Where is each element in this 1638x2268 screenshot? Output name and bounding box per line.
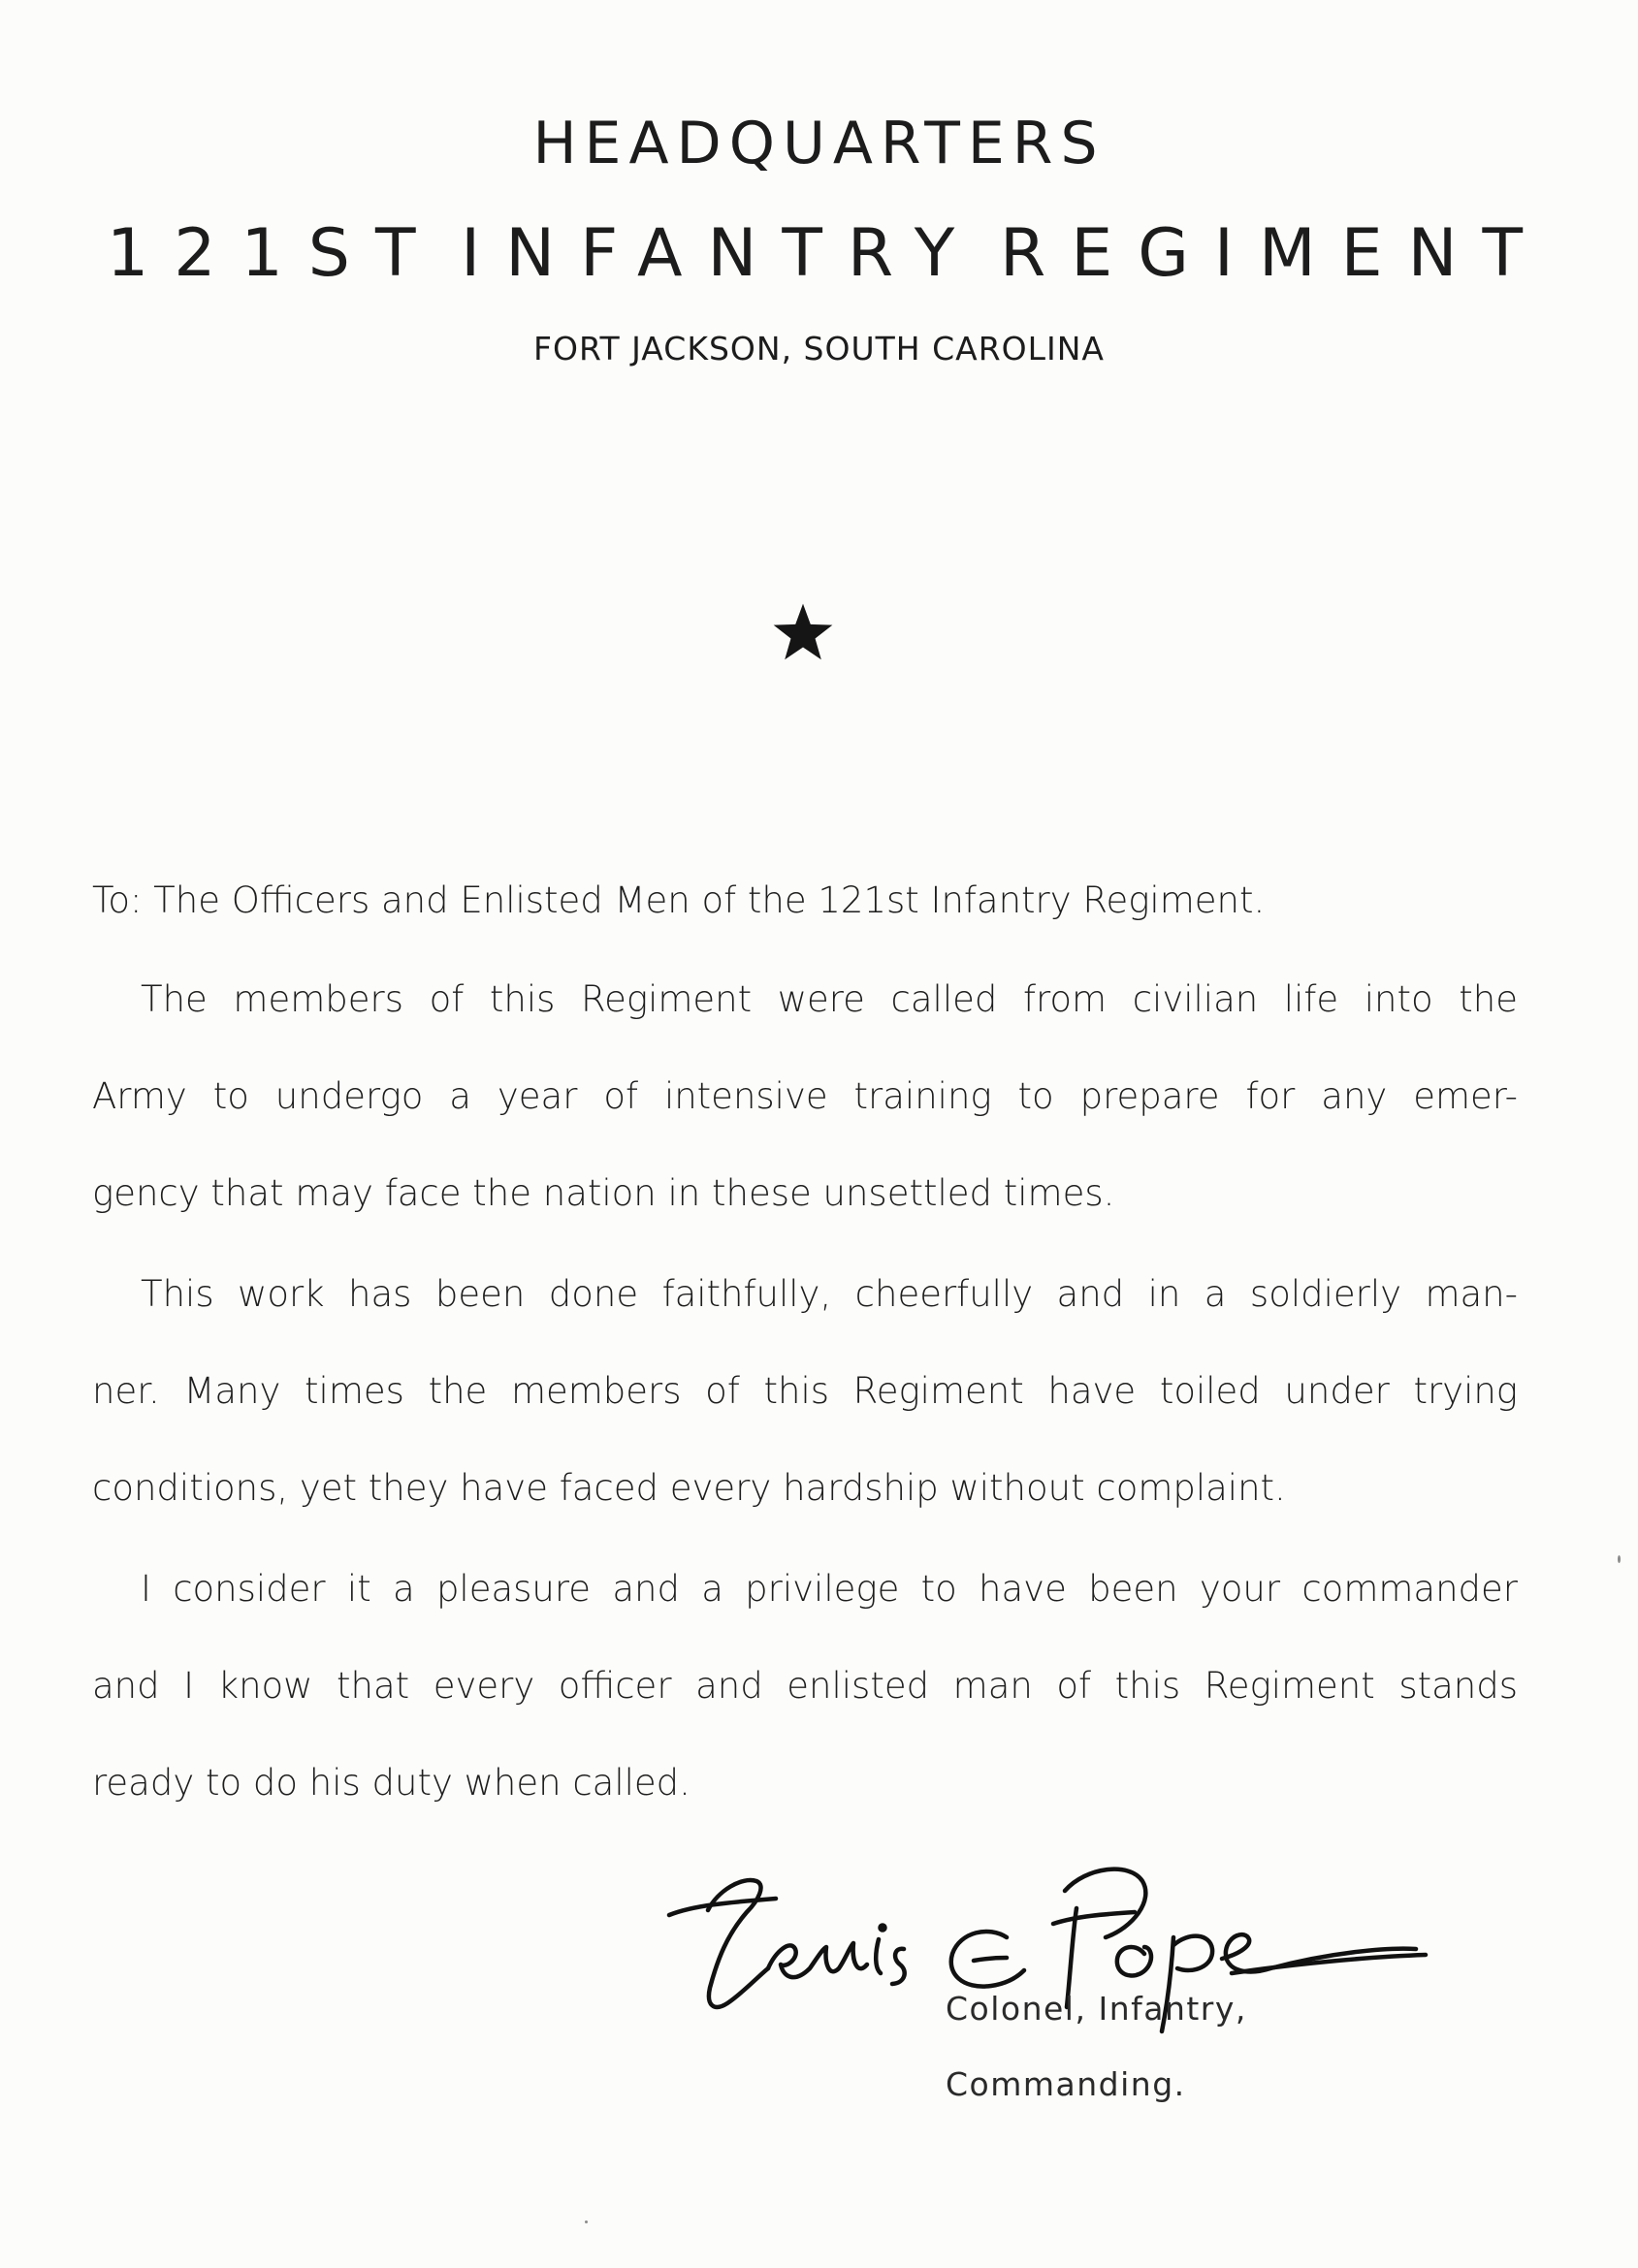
signer-role: Commanding.: [946, 2065, 1186, 2103]
paragraph-1-line-1: The members of this Regiment were called from civilian life into the: [141, 978, 1518, 1020]
letterhead-location: FORT JACKSON, SOUTH CAROLINA: [533, 330, 1105, 367]
signer-rank: Colonel, Infantry,: [946, 1990, 1247, 2028]
letterhead-title: HEADQUARTERS: [532, 110, 1106, 177]
paragraph-2-line-2: ner. Many times the members of this Regiment have toiled under trying: [92, 1370, 1518, 1412]
paragraph-1-line-2: Army to undergo a year of intensive training to prepare for any emer-: [92, 1075, 1518, 1117]
paper-speck: [585, 2220, 588, 2223]
paragraph-2-line-1: This work has been done faithfully, cheerfully and in a soldierly man-: [141, 1273, 1518, 1315]
paragraph-3-line-1: I consider it a pleasure and a privilege to have been your commander: [141, 1568, 1518, 1610]
star-icon: [771, 601, 835, 665]
paragraph-2-line-3: conditions, yet they have faced every hardship without complaint.: [92, 1467, 1286, 1509]
paragraph-3-line-2: and I know that every officer and enlisted man of this Regiment stands: [92, 1665, 1518, 1707]
letterhead-unit-number: 121ST: [107, 215, 441, 292]
letterhead-unit-branch: INFANTRY: [461, 215, 980, 292]
paragraph-1-line-3: gency that may face the nation in these unsettled times.: [92, 1172, 1115, 1214]
letterhead-unit-type: REGIMENT: [1000, 215, 1548, 292]
paragraph-3-line-3: ready to do his duty when called.: [92, 1762, 691, 1804]
paper-speck: [1618, 1555, 1621, 1563]
letter-salutation: To: The Officers and Enlisted Men of the 121st Infantry Regiment.: [92, 879, 1266, 921]
letterhead-unit: [107, 215, 1548, 292]
